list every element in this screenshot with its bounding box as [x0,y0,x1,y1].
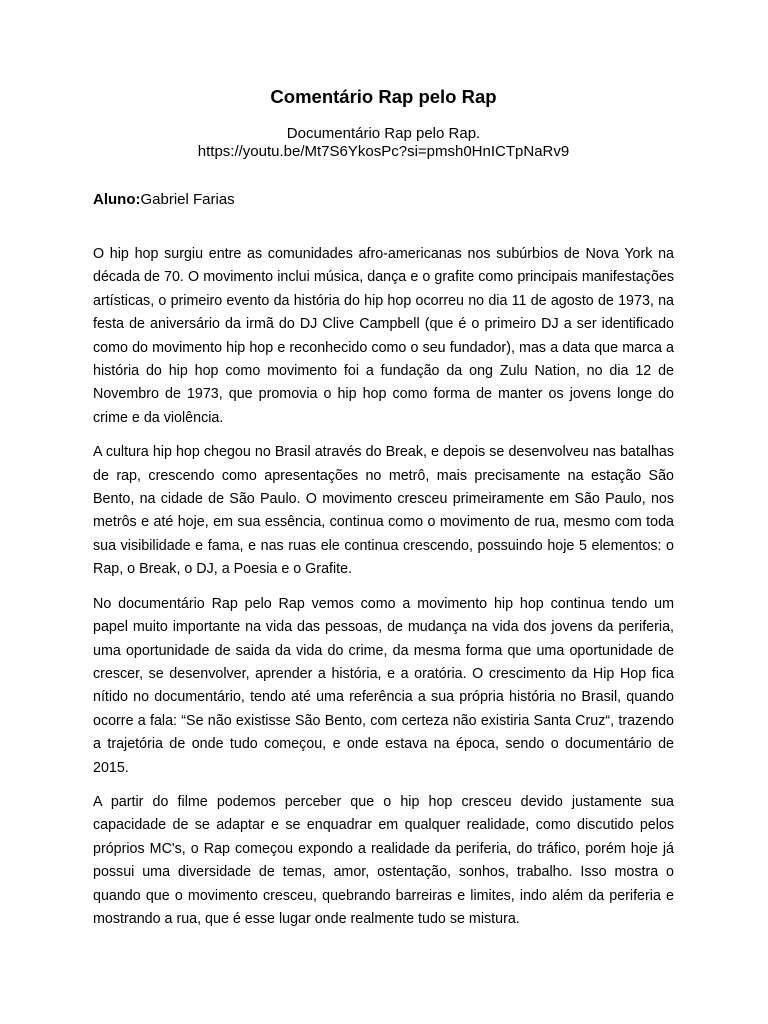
paragraph-2: A cultura hip hop chegou no Brasil através do Break, e depois se desenvolveu nas batalhas de rap, crescendo como apresentações no metrô, mais precisamente na estação São Bento, na cidade de São Paulo. O movimento cresceu primeiramente em São Paulo, nos metrôs e até hoje, em sua essência, continua como o movimento de rua, mesmo com toda sua visibilidade e fama, e nas ruas ele continua crescendo, possuindo hoje 5 elementos: o Rap, o Break, o DJ, a Poesia e o Grafite. [93,444,674,578]
subtitle-block [93,125,674,161]
video-link: https://youtu.be/Mt7S6YkosPc?si=pmsh0HnICTpNaRv9 [197,143,570,160]
document-title: Comentário Rap pelo Rap [270,86,497,107]
paragraph-1: O hip hop surgiu entre as comunidades afro-americanas nos subúrbios de Nova York na década de 70. O movimento inclui música, dança e o grafite como principais manifestações artísticas, o primeiro evento da história do hip hop ocorreu no dia 11 de agosto de 1973, na festa de aniversário da irmã do DJ Clive Campbell (que é o primeiro DJ a ser identificado como do movimento hip hop e reconhecido como o seu fundador), mas a data que marca a história do hip hop como movimento foi a fundação da ong Zulu Nation, no dia 12 de Novembro de 1973, que promovia o hip hop como forma de manter os jovens longe do crime e da violência. [93,246,674,426]
paragraph-3: No documentário Rap pelo Rap vemos como a movimento hip hop continua tendo um papel muito importante na vida das pessoas, de mudança na vida dos jovens da periferia, uma oportunidade de saida da vida do crime, da mesma forma que uma oportunidade de crescer, se desenvolver, aprender a história, e a oratória. O crescimento da Hip Hop fica nítido no documentário, tendo até uma referência a sua própria história no Brasil, quando ocorre a fala: “Se não existisse São Bento, com certeza não existiria Santa Cruz“, trazendo a trajetória de onde tudo começou, e onde estava na época, sendo o documentário de 2015. [93,595,674,776]
subtitle-line: Documentário Rap pelo Rap. [286,125,481,142]
student-name: Gabriel Farias [140,191,235,208]
student-line [93,190,674,210]
paragraph-4: A partir do filme podemos perceber que o hip hop cresceu devido justamente sua capacidade de se adaptar e se enquadrar em qualquer realidade, como discutido pelos próprios MC's, o Rap começou expondo a realidade da periferia, do tráfico, porém hoje já possui uma diversidade de temas, amor, ostentação, sonhos, trabalho. Isso mostra o quando que o movimento cresceu, quebrando barreiras e limites, indo além da periferia e mostrando a rua, que é esse lugar onde realmente tudo se mistura. [93,793,674,927]
student-label: Aluno: [93,191,141,208]
